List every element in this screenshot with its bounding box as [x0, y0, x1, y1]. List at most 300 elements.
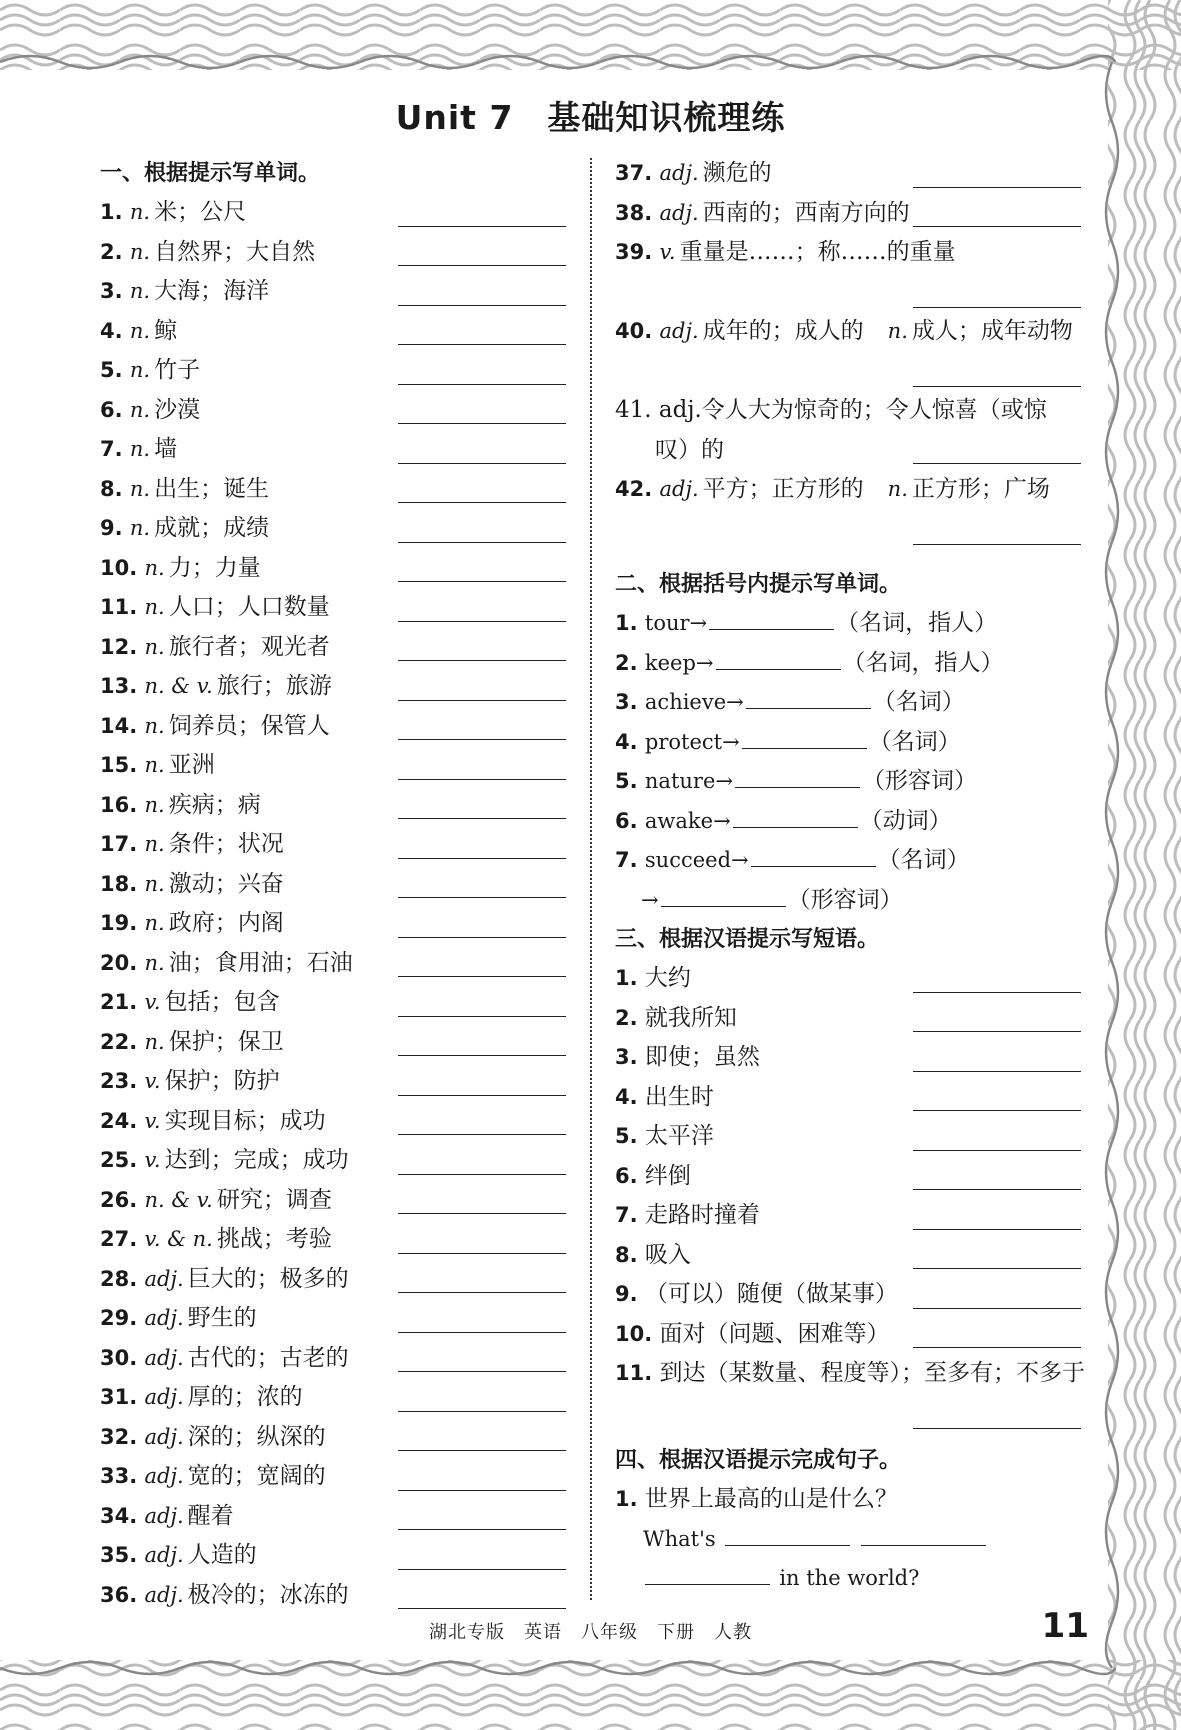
- word-item: [100, 1299, 566, 1339]
- item-number: 11.: [100, 595, 138, 619]
- page-number: 11: [1041, 1606, 1089, 1646]
- answer-blank[interactable]: [398, 1411, 566, 1412]
- answer-blank[interactable]: [398, 581, 566, 582]
- item-number: 4.: [100, 318, 123, 343]
- answer-blank[interactable]: [398, 779, 566, 780]
- word-item: [100, 746, 566, 786]
- part-of-speech: adj.: [144, 1424, 184, 1449]
- item-number: 37.: [615, 161, 653, 185]
- chinese-meaning: 成人；成年动物: [911, 318, 1073, 344]
- part-of-speech: n.: [129, 200, 151, 224]
- answer-blank[interactable]: [913, 1071, 1081, 1072]
- answer-blank[interactable]: [733, 806, 858, 828]
- word-item: [100, 1418, 566, 1458]
- word-form-hint: （形容词）: [787, 886, 903, 913]
- answer-blank[interactable]: [398, 502, 566, 503]
- answer-blank[interactable]: [398, 1529, 566, 1530]
- part-of-speech: n.: [129, 397, 151, 422]
- word-item: [615, 154, 1081, 194]
- part-of-speech: n.: [144, 1029, 165, 1054]
- word-item: [100, 1497, 566, 1537]
- chinese-meaning: 宽的；宽阔的: [187, 1463, 326, 1489]
- item-number: 13.: [100, 674, 138, 698]
- answer-blank[interactable]: [398, 1213, 566, 1214]
- answer-blank[interactable]: [709, 608, 834, 630]
- word-item: [100, 588, 566, 628]
- chinese-meaning: 疾病；病: [168, 791, 261, 818]
- word-item: [615, 312, 1081, 391]
- answer-blank[interactable]: [398, 423, 566, 424]
- answer-blank[interactable]: [913, 1428, 1081, 1429]
- answer-blank[interactable]: [398, 542, 566, 543]
- chinese-meaning: 政府；内阁: [168, 910, 284, 936]
- item-number: 7.: [615, 1203, 638, 1227]
- footer-text: 湖北专版 英语 八年级 下册 人教: [429, 1622, 752, 1643]
- item-number: 32.: [100, 1424, 138, 1449]
- item-number: 3.: [615, 690, 638, 714]
- derivation-item: [615, 802, 1081, 842]
- item-number: 17.: [100, 832, 138, 856]
- item-number: 29.: [100, 1306, 138, 1330]
- chinese-meaning: 人口；人口数量: [168, 594, 330, 620]
- answer-blank[interactable]: [742, 727, 867, 749]
- arrow-symbol: →: [641, 887, 659, 912]
- base-word: keep→: [644, 650, 714, 675]
- item-line: [615, 391, 1081, 431]
- answer-blank[interactable]: [913, 226, 1081, 227]
- item-number: 5.: [615, 1124, 638, 1148]
- section3-list: [615, 959, 1086, 1441]
- part-of-speech: v.: [144, 1148, 161, 1172]
- phrase-item: [615, 1354, 1086, 1433]
- item-number: 1.: [615, 966, 638, 990]
- answer-blank[interactable]: [913, 544, 1081, 545]
- answer-blank[interactable]: [735, 766, 860, 788]
- answer-blank[interactable]: [661, 885, 786, 907]
- part-of-speech: n.: [129, 318, 151, 343]
- answer-blank[interactable]: [913, 1031, 1081, 1032]
- item-number: 41.: [615, 397, 652, 423]
- word-item: [100, 786, 566, 826]
- answer-blank[interactable]: [398, 1332, 566, 1333]
- chinese-phrase: 太平洋: [644, 1123, 714, 1149]
- section1-list: [100, 193, 566, 1615]
- part-of-speech: n.: [129, 239, 151, 264]
- part-of-speech: n.: [144, 634, 165, 659]
- chinese-meaning: 沙漠: [154, 396, 201, 423]
- answer-blank[interactable]: [913, 992, 1081, 993]
- chinese-meaning: 厚的；浓的: [187, 1384, 303, 1410]
- item-number: 5.: [615, 769, 638, 793]
- section2-heading: 二、根据括号内提示写单词。: [615, 572, 902, 597]
- part-of-speech: n.: [144, 911, 165, 935]
- item-number: 24.: [100, 1108, 138, 1133]
- item-number: 4.: [615, 1084, 638, 1109]
- item-number: 18.: [100, 871, 138, 896]
- section4-heading: 四、根据汉语提示完成句子。: [615, 1448, 902, 1473]
- part-of-speech: adj.: [144, 1464, 184, 1488]
- base-word: achieve→: [644, 690, 744, 714]
- item-number: 34.: [100, 1503, 138, 1528]
- word-item: [615, 391, 1081, 470]
- word-form-hint: （名词）: [872, 689, 965, 715]
- part-of-speech: n.: [129, 516, 151, 540]
- answer-blank[interactable]: [398, 1450, 566, 1451]
- answer-blank[interactable]: [398, 305, 566, 306]
- chinese-meaning: 野生的: [187, 1305, 257, 1331]
- spacer: [615, 1433, 1081, 1441]
- item-number: 14.: [100, 713, 138, 738]
- answer-blank[interactable]: [398, 739, 566, 740]
- word-item: [100, 825, 566, 865]
- derivation-item-continued: [615, 881, 1081, 921]
- chinese-meaning: 饲养员；保管人: [168, 712, 330, 739]
- word-item: [100, 1457, 566, 1497]
- item-number: 15.: [100, 753, 138, 777]
- word-item: [100, 707, 566, 747]
- part-of-speech: n. & v.: [144, 1187, 213, 1212]
- part-of-speech: v.: [144, 990, 161, 1014]
- answer-blank[interactable]: [398, 384, 566, 385]
- part-of-speech: adj.: [144, 1306, 184, 1330]
- sentence-end: in the world?: [779, 1566, 920, 1590]
- chinese-phrase: 吸入: [644, 1241, 691, 1268]
- answer-blank[interactable]: [398, 1608, 566, 1609]
- item-number: 16.: [100, 792, 138, 817]
- word-form-hint: （动词）: [859, 807, 952, 834]
- chinese-meaning: 激动；兴奋: [168, 870, 284, 897]
- chinese-meaning: 自然界；大自然: [154, 238, 316, 265]
- answer-blank[interactable]: [398, 226, 566, 227]
- item-number: 35.: [100, 1543, 138, 1567]
- sentence-start: What's: [643, 1526, 716, 1551]
- answer-blank[interactable]: [398, 897, 566, 898]
- answer-blank[interactable]: [398, 1055, 566, 1056]
- chinese-meaning: 挑战；考验: [216, 1226, 332, 1252]
- chinese-meaning: 出生；诞生: [154, 475, 270, 502]
- word-item: [100, 1181, 566, 1221]
- part-of-speech: adj.: [144, 1543, 184, 1567]
- item-number: 1.: [100, 200, 123, 224]
- part-of-speech: n.: [144, 832, 165, 856]
- word-item: [100, 430, 566, 470]
- page-title: Unit 7 基础知识梳理练: [395, 98, 786, 137]
- base-word: awake→: [644, 808, 731, 833]
- derivation-item: [615, 723, 1081, 763]
- part-of-speech: v.: [144, 1069, 161, 1093]
- word-form-hint: （名词）: [877, 847, 970, 873]
- phrase-item: [615, 1078, 1081, 1118]
- column-divider: [590, 158, 592, 1600]
- word-item: [100, 1536, 566, 1576]
- item-number: 9.: [615, 1282, 638, 1306]
- word-item: [100, 272, 566, 312]
- answer-blank[interactable]: [398, 818, 566, 819]
- answer-blank[interactable]: [398, 1253, 566, 1254]
- item-number: 2.: [615, 1005, 638, 1030]
- chinese-meaning: 竹子: [154, 357, 201, 383]
- chinese-meaning: 巨大的；极多的: [187, 1265, 349, 1292]
- answer-blank[interactable]: [913, 307, 1081, 308]
- answer-blank[interactable]: [913, 1110, 1081, 1111]
- part-of-speech: adj.: [144, 1385, 184, 1409]
- part-of-speech: n.: [129, 437, 151, 461]
- answer-blank[interactable]: [913, 386, 1081, 387]
- section4-answer-line-2: [615, 1559, 1081, 1599]
- word-form-hint: （名词，指人）: [836, 610, 998, 636]
- chinese-meaning: 旅行；旅游: [216, 673, 332, 699]
- answer-blank[interactable]: [716, 648, 841, 670]
- chinese-meaning-continued: 叹）的: [655, 436, 724, 463]
- part-of-speech: n.: [129, 476, 151, 501]
- phrase-item: [615, 1117, 1081, 1157]
- word-item: [100, 509, 566, 549]
- word-item: [100, 470, 566, 510]
- part-of-speech: adj.: [659, 161, 699, 185]
- part-of-speech: n.: [129, 358, 151, 382]
- item-number: 6.: [100, 397, 123, 422]
- section1-list-continued: [615, 154, 1081, 549]
- item-number: 8.: [100, 476, 123, 501]
- word-item: [100, 1062, 566, 1102]
- answer-blank[interactable]: [398, 265, 566, 266]
- derivation-item: [615, 644, 1081, 684]
- item-number: 2.: [615, 650, 638, 675]
- word-item: [100, 865, 566, 905]
- chinese-meaning: 成就；成绩: [154, 515, 270, 541]
- section1-heading: 一、根据提示写单词。: [100, 161, 321, 186]
- phrase-item: [615, 1157, 1081, 1197]
- answer-blank[interactable]: [398, 1174, 566, 1175]
- section2-list: [615, 604, 1081, 920]
- chinese-meaning: 包括；包含: [164, 989, 280, 1015]
- item-number: 20.: [100, 950, 138, 975]
- section3-heading: 三、根据汉语提示写短语。: [615, 927, 880, 952]
- answer-blank[interactable]: [913, 1308, 1081, 1309]
- answer-blank[interactable]: [913, 1347, 1081, 1348]
- item-line-continued: [615, 431, 1081, 471]
- item-number: 9.: [100, 516, 123, 540]
- part-of-speech: n.: [887, 477, 908, 501]
- item-number: 5.: [100, 358, 123, 382]
- answer-blank[interactable]: [398, 1490, 566, 1491]
- part-of-speech: adj.: [144, 1345, 184, 1370]
- answer-blank[interactable]: [398, 858, 566, 859]
- answer-blank[interactable]: [398, 1095, 566, 1096]
- chinese-meaning: 鲸: [154, 317, 178, 344]
- item-number: 33.: [100, 1464, 138, 1488]
- derivation-item: [615, 841, 1081, 881]
- word-item: [100, 312, 566, 352]
- word-item: [100, 351, 566, 391]
- right-column: [615, 154, 1086, 1599]
- word-item: [100, 944, 566, 984]
- item-number: 40.: [615, 319, 653, 343]
- answer-blank[interactable]: [398, 1134, 566, 1135]
- derivation-item: [615, 762, 1081, 802]
- chinese-phrase: 绊倒: [644, 1162, 691, 1189]
- chinese-meaning: 重量是……；称……的重量: [679, 239, 956, 265]
- answer-blank[interactable]: [913, 1189, 1081, 1190]
- section4-question-1: [615, 1480, 1081, 1520]
- answer-blank[interactable]: [398, 463, 566, 464]
- chinese-meaning: 人造的: [187, 1542, 257, 1568]
- chinese-meaning: 西南的；西南方向的: [702, 199, 910, 226]
- item-number: 8.: [615, 1242, 638, 1267]
- word-item: [100, 1378, 566, 1418]
- word-item: [100, 233, 566, 273]
- chinese-phrase: 即使；虽然: [644, 1044, 760, 1070]
- chinese-meaning: 濒危的: [702, 160, 772, 186]
- chinese-meaning: 亚洲: [168, 752, 215, 778]
- item-number: 7.: [100, 437, 123, 461]
- part-of-speech: n.: [144, 713, 165, 738]
- chinese-phrase: 面对（问题、困难等）: [659, 1320, 890, 1347]
- answer-blank[interactable]: [725, 1524, 850, 1546]
- question-chinese: 世界上最高的山是什么？: [644, 1486, 898, 1512]
- answer-blank[interactable]: [746, 687, 871, 709]
- part-of-speech: v.: [659, 240, 676, 264]
- answer-blank[interactable]: [398, 1016, 566, 1017]
- item-number: 1.: [615, 611, 638, 635]
- item-number: 7.: [615, 848, 638, 872]
- answer-blank[interactable]: [645, 1563, 770, 1585]
- item-number: 39.: [615, 240, 653, 264]
- word-item: [100, 904, 566, 944]
- answer-blank[interactable]: [398, 976, 566, 977]
- base-word: succeed→: [644, 848, 749, 872]
- spacer: [615, 549, 1081, 565]
- phrase-item: [615, 1315, 1081, 1355]
- answer-blank[interactable]: [398, 660, 566, 661]
- item-number: 30.: [100, 1345, 138, 1370]
- base-word: protect→: [644, 729, 740, 754]
- item-number: 12.: [100, 634, 138, 659]
- word-form-hint: （名词）: [868, 728, 961, 755]
- part-of-speech: n.: [144, 555, 165, 580]
- answer-blank[interactable]: [398, 1371, 566, 1372]
- phrase-item: [615, 1275, 1081, 1315]
- item-number: 31.: [100, 1385, 138, 1409]
- item-number: 1.: [615, 1487, 638, 1511]
- answer-blank[interactable]: [913, 187, 1081, 188]
- part-of-speech: adj.: [659, 200, 699, 225]
- item-number: 4.: [615, 729, 638, 754]
- part-of-speech: adj.: [659, 477, 699, 501]
- item-number: 6.: [615, 808, 638, 833]
- chinese-phrase: 就我所知: [644, 1004, 737, 1031]
- chinese-phrase: 大约: [644, 965, 691, 991]
- answer-blank[interactable]: [913, 1150, 1081, 1151]
- part-of-speech: adj.: [659, 319, 699, 343]
- part-of-speech: adj.: [144, 1582, 184, 1607]
- answer-blank[interactable]: [913, 463, 1081, 464]
- part-of-speech: v.: [144, 1108, 161, 1133]
- chinese-meaning: 墙: [154, 436, 178, 462]
- word-item: [100, 193, 566, 233]
- chinese-phrase: 走路时撞着: [644, 1202, 760, 1228]
- item-number: 38.: [615, 200, 653, 225]
- part-of-speech: n.: [144, 595, 165, 619]
- part-of-speech: n.: [129, 279, 151, 303]
- phrase-item: [615, 1038, 1081, 1078]
- answer-blank[interactable]: [861, 1524, 986, 1546]
- phrase-item: [615, 1196, 1081, 1236]
- chinese-meaning: 达到；完成；成功: [164, 1147, 349, 1173]
- word-item: [100, 1576, 566, 1616]
- item-number: 23.: [100, 1069, 138, 1093]
- chinese-phrase: （可以）随便（做某事）: [644, 1281, 898, 1307]
- chinese-meaning: 力；力量: [168, 554, 261, 581]
- item-number: 28.: [100, 1266, 138, 1291]
- answer-blank[interactable]: [913, 1268, 1081, 1269]
- base-word: nature→: [644, 769, 733, 793]
- word-item: [100, 667, 566, 707]
- item-number: 25.: [100, 1148, 138, 1172]
- item-number: 3.: [615, 1045, 638, 1069]
- answer-blank[interactable]: [398, 937, 566, 938]
- chinese-meaning: 平方；正方形的: [702, 476, 864, 502]
- part-of-speech: adj.: [144, 1503, 184, 1528]
- answer-blank[interactable]: [751, 845, 876, 867]
- word-item: [100, 983, 566, 1023]
- chinese-meaning: 令人大为惊奇的；令人惊喜（或惊: [701, 397, 1047, 423]
- item-number: 26.: [100, 1187, 138, 1212]
- chinese-meaning: 保护；保卫: [168, 1028, 284, 1055]
- answer-blank[interactable]: [398, 1292, 566, 1293]
- derivation-item: [615, 604, 1081, 644]
- part-of-speech: n.: [144, 950, 165, 975]
- base-word: tour→: [644, 611, 708, 635]
- answer-blank[interactable]: [913, 1229, 1081, 1230]
- item-number: 19.: [100, 911, 138, 935]
- word-item: [100, 1260, 566, 1300]
- chinese-phrase: 出生时: [644, 1083, 714, 1110]
- phrase-item: [615, 959, 1081, 999]
- chinese-meaning: 成年的；成人的: [702, 318, 864, 344]
- answer-blank[interactable]: [398, 700, 566, 701]
- part-of-speech: n.: [887, 319, 908, 343]
- part-of-speech: n.: [144, 753, 165, 777]
- word-item: [100, 549, 566, 589]
- word-item: [100, 1023, 566, 1063]
- answer-blank[interactable]: [398, 344, 566, 345]
- word-form-hint: （形容词）: [861, 768, 977, 794]
- word-item: [100, 1339, 566, 1379]
- chinese-meaning: 正方形；广场: [911, 476, 1050, 502]
- part-of-speech: adj.: [658, 397, 702, 423]
- word-item: [100, 1220, 566, 1260]
- chinese-meaning: 条件；状况: [168, 831, 284, 857]
- chinese-meaning: 极冷的；冰冻的: [187, 1581, 349, 1608]
- chinese-meaning: 大海；海洋: [154, 278, 270, 304]
- section4-answer-line-1: [615, 1520, 1081, 1560]
- chinese-meaning: 米；公尺: [154, 199, 247, 225]
- word-item: [615, 194, 1081, 234]
- word-item: [615, 470, 1081, 549]
- chinese-meaning: 研究；调查: [216, 1186, 332, 1213]
- part-of-speech: adj.: [144, 1266, 184, 1291]
- chinese-meaning: 油；食用油；石油: [168, 949, 353, 976]
- item-number: 10.: [100, 555, 138, 580]
- answer-blank[interactable]: [398, 621, 566, 622]
- item-number: 22.: [100, 1029, 138, 1054]
- part-of-speech: v. & n.: [144, 1227, 213, 1251]
- item-number: 21.: [100, 990, 138, 1014]
- answer-blank[interactable]: [398, 1569, 566, 1570]
- part-of-speech: n.: [144, 871, 165, 896]
- part-of-speech: n.: [144, 792, 165, 817]
